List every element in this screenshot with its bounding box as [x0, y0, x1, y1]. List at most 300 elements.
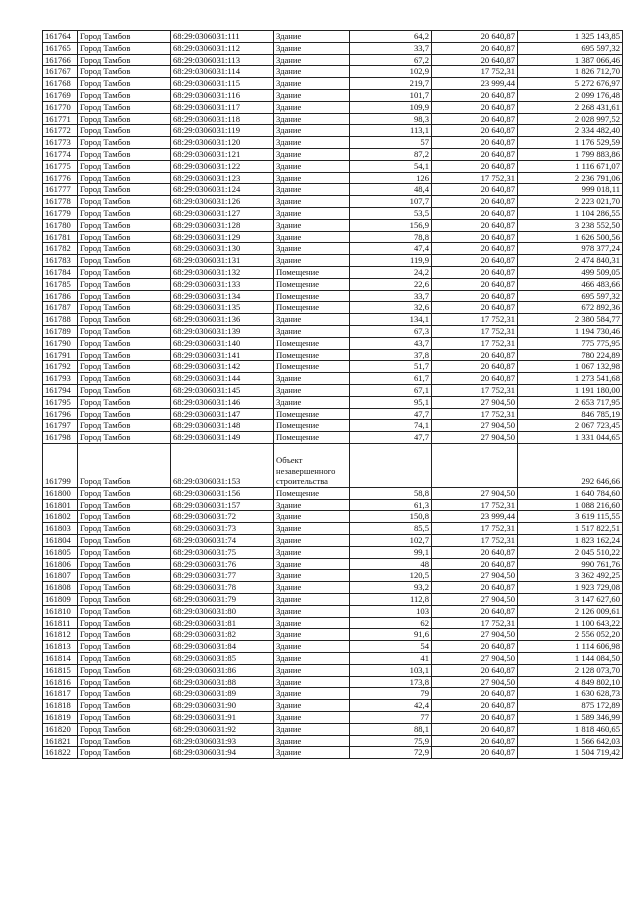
specific-value-cell: 20 640,87	[432, 712, 518, 724]
area-cell: 101,7	[350, 89, 432, 101]
city-cell: Город Тамбов	[78, 676, 171, 688]
cadastral-number-cell: 68:29:0306031:133	[171, 278, 274, 290]
city-cell: Город Тамбов	[78, 735, 171, 747]
specific-value-cell: 17 752,31	[432, 66, 518, 78]
table-row	[43, 302, 623, 314]
cadastral-number-cell: 68:29:0306031:149	[171, 432, 274, 444]
cadastral-value-cell: 1 640 784,60	[518, 487, 623, 499]
cadastral-value-cell: 2 223 021,70	[518, 196, 623, 208]
city-cell: Город Тамбов	[78, 207, 171, 219]
specific-value-cell: 27 904,50	[432, 653, 518, 665]
area-cell: 54,1	[350, 160, 432, 172]
cadastral-value-cell: 1 630 628,73	[518, 688, 623, 700]
row-number-cell: 161764	[43, 31, 78, 43]
cadastral-value-cell: 1 626 500,56	[518, 231, 623, 243]
object-type-cell: Помещение	[274, 302, 350, 314]
object-type-cell: Здание	[274, 735, 350, 747]
object-type-cell: Здание	[274, 243, 350, 255]
area-cell	[350, 443, 432, 487]
row-number-cell: 161811	[43, 617, 78, 629]
table-row	[43, 196, 623, 208]
object-type-cell: Здание	[274, 723, 350, 735]
row-number-cell: 161784	[43, 266, 78, 278]
city-cell: Город Тамбов	[78, 349, 171, 361]
table-row	[43, 396, 623, 408]
cadastral-number-cell: 68:29:0306031:82	[171, 629, 274, 641]
row-number-cell: 161810	[43, 605, 78, 617]
cadastral-number-cell: 68:29:0306031:81	[171, 617, 274, 629]
cadastral-number-cell: 68:29:0306031:113	[171, 54, 274, 66]
cadastral-number-cell: 68:29:0306031:131	[171, 255, 274, 267]
cadastral-number-cell: 68:29:0306031:117	[171, 101, 274, 113]
table-row	[43, 653, 623, 665]
specific-value-cell: 20 640,87	[432, 302, 518, 314]
table-body	[43, 31, 623, 759]
specific-value-cell: 27 904,50	[432, 570, 518, 582]
specific-value-cell: 27 904,50	[432, 594, 518, 606]
table-row	[43, 546, 623, 558]
table-row	[43, 420, 623, 432]
city-cell: Город Тамбов	[78, 712, 171, 724]
specific-value-cell: 23 999,44	[432, 78, 518, 90]
specific-value-cell: 20 640,87	[432, 113, 518, 125]
specific-value-cell: 20 640,87	[432, 361, 518, 373]
table-row	[43, 172, 623, 184]
object-type-cell: Здание	[274, 255, 350, 267]
specific-value-cell: 20 640,87	[432, 266, 518, 278]
cadastral-value-cell: 1 387 066,46	[518, 54, 623, 66]
city-cell: Город Тамбов	[78, 558, 171, 570]
object-type-cell: Здание	[274, 511, 350, 523]
area-cell: 173,8	[350, 676, 432, 688]
area-cell: 51,7	[350, 361, 432, 373]
specific-value-cell: 20 640,87	[432, 137, 518, 149]
specific-value-cell: 20 640,87	[432, 278, 518, 290]
cadastral-number-cell: 68:29:0306031:119	[171, 125, 274, 137]
cadastral-number-cell: 68:29:0306031:92	[171, 723, 274, 735]
object-type-cell: Здание	[274, 700, 350, 712]
specific-value-cell: 20 640,87	[432, 42, 518, 54]
city-cell: Город Тамбов	[78, 523, 171, 535]
table-row	[43, 278, 623, 290]
specific-value-cell: 20 640,87	[432, 207, 518, 219]
area-cell: 48	[350, 558, 432, 570]
table-row	[43, 113, 623, 125]
object-type-cell: Здание	[274, 196, 350, 208]
area-cell: 107,7	[350, 196, 432, 208]
city-cell: Город Тамбов	[78, 688, 171, 700]
table-row	[43, 443, 623, 487]
object-type-cell: Здание	[274, 148, 350, 160]
row-number-cell: 161796	[43, 408, 78, 420]
area-cell: 75,9	[350, 735, 432, 747]
object-type-cell: Здание	[274, 747, 350, 759]
city-cell: Город Тамбов	[78, 172, 171, 184]
row-number-cell: 161780	[43, 219, 78, 231]
row-number-cell: 161781	[43, 231, 78, 243]
specific-value-cell	[432, 443, 518, 487]
object-type-cell: Здание	[274, 172, 350, 184]
area-cell: 134,1	[350, 314, 432, 326]
cadastral-number-cell: 68:29:0306031:147	[171, 408, 274, 420]
table-row	[43, 712, 623, 724]
cadastral-value-cell: 1 194 730,46	[518, 325, 623, 337]
area-cell: 72,9	[350, 747, 432, 759]
city-cell: Город Тамбов	[78, 605, 171, 617]
cadastral-value-cell: 846 785,19	[518, 408, 623, 420]
table-row	[43, 42, 623, 54]
row-number-cell: 161778	[43, 196, 78, 208]
object-type-cell: Здание	[274, 207, 350, 219]
object-type-cell: Здание	[274, 231, 350, 243]
city-cell: Город Тамбов	[78, 66, 171, 78]
cadastral-number-cell: 68:29:0306031:134	[171, 290, 274, 302]
cadastral-number-cell: 68:29:0306031:93	[171, 735, 274, 747]
area-cell: 74,1	[350, 420, 432, 432]
table-row	[43, 207, 623, 219]
specific-value-cell: 20 640,87	[432, 349, 518, 361]
table-row	[43, 373, 623, 385]
object-type-cell: Здание	[274, 54, 350, 66]
cadastral-value-cell: 2 028 997,52	[518, 113, 623, 125]
area-cell: 150,8	[350, 511, 432, 523]
cadastral-number-cell: 68:29:0306031:79	[171, 594, 274, 606]
area-cell: 37,8	[350, 349, 432, 361]
row-number-cell: 161807	[43, 570, 78, 582]
specific-value-cell: 17 752,31	[432, 499, 518, 511]
cadastral-value-cell: 1 589 346,99	[518, 712, 623, 724]
object-type-cell: Здание	[274, 137, 350, 149]
cadastral-number-cell: 68:29:0306031:115	[171, 78, 274, 90]
city-cell: Город Тамбов	[78, 723, 171, 735]
row-number-cell: 161782	[43, 243, 78, 255]
cadastral-number-cell: 68:29:0306031:78	[171, 582, 274, 594]
table-row	[43, 558, 623, 570]
object-type-cell: Здание	[274, 113, 350, 125]
cadastral-value-cell: 1 176 529,59	[518, 137, 623, 149]
row-number-cell: 161767	[43, 66, 78, 78]
cadastral-number-cell: 68:29:0306031:76	[171, 558, 274, 570]
row-number-cell: 161815	[43, 664, 78, 676]
row-number-cell: 161821	[43, 735, 78, 747]
cadastral-number-cell: 68:29:0306031:75	[171, 546, 274, 558]
cadastral-value-cell: 2 099 176,48	[518, 89, 623, 101]
object-type-cell: Здание	[274, 384, 350, 396]
city-cell: Город Тамбов	[78, 125, 171, 137]
row-number-cell: 161797	[43, 420, 78, 432]
city-cell: Город Тамбов	[78, 113, 171, 125]
table-row	[43, 582, 623, 594]
city-cell: Город Тамбов	[78, 641, 171, 653]
area-cell: 85,5	[350, 523, 432, 535]
city-cell: Город Тамбов	[78, 255, 171, 267]
row-number-cell: 161766	[43, 54, 78, 66]
cadastral-number-cell: 68:29:0306031:156	[171, 487, 274, 499]
table-row	[43, 535, 623, 547]
cadastral-number-cell: 68:29:0306031:139	[171, 325, 274, 337]
cadastral-value-cell: 1 325 143,85	[518, 31, 623, 43]
table-row	[43, 570, 623, 582]
object-type-cell: Здание	[274, 688, 350, 700]
cadastral-number-cell: 68:29:0306031:141	[171, 349, 274, 361]
row-number-cell: 161804	[43, 535, 78, 547]
specific-value-cell: 17 752,31	[432, 325, 518, 337]
table-row	[43, 361, 623, 373]
cadastral-number-cell: 68:29:0306031:146	[171, 396, 274, 408]
row-number-cell: 161790	[43, 337, 78, 349]
cadastral-value-cell: 2 556 052,20	[518, 629, 623, 641]
specific-value-cell: 20 640,87	[432, 558, 518, 570]
specific-value-cell: 23 999,44	[432, 511, 518, 523]
city-cell: Город Тамбов	[78, 54, 171, 66]
city-cell: Город Тамбов	[78, 443, 171, 487]
table-row	[43, 641, 623, 653]
specific-value-cell: 20 640,87	[432, 196, 518, 208]
row-number-cell: 161785	[43, 278, 78, 290]
row-number-cell: 161776	[43, 172, 78, 184]
object-type-cell: Здание	[274, 676, 350, 688]
table-row	[43, 31, 623, 43]
row-number-cell: 161798	[43, 432, 78, 444]
city-cell: Город Тамбов	[78, 325, 171, 337]
cadastral-value-table	[42, 30, 623, 759]
object-type-cell: Здание	[274, 31, 350, 43]
cadastral-number-cell: 68:29:0306031:126	[171, 196, 274, 208]
row-number-cell: 161817	[43, 688, 78, 700]
area-cell: 102,9	[350, 66, 432, 78]
object-type-cell: Помещение	[274, 420, 350, 432]
cadastral-number-cell: 68:29:0306031:86	[171, 664, 274, 676]
table-row	[43, 89, 623, 101]
cadastral-number-cell: 68:29:0306031:144	[171, 373, 274, 385]
specific-value-cell: 17 752,31	[432, 617, 518, 629]
row-number-cell: 161773	[43, 137, 78, 149]
area-cell: 22,6	[350, 278, 432, 290]
row-number-cell: 161809	[43, 594, 78, 606]
object-type-cell: Помещение	[274, 349, 350, 361]
cadastral-number-cell: 68:29:0306031:136	[171, 314, 274, 326]
object-type-cell: Здание	[274, 535, 350, 547]
city-cell: Город Тамбов	[78, 337, 171, 349]
table-row	[43, 432, 623, 444]
specific-value-cell: 20 640,87	[432, 747, 518, 759]
cadastral-number-cell: 68:29:0306031:132	[171, 266, 274, 278]
row-number-cell: 161788	[43, 314, 78, 326]
city-cell: Город Тамбов	[78, 653, 171, 665]
cadastral-value-cell: 2 128 073,70	[518, 664, 623, 676]
object-type-cell: Здание	[274, 78, 350, 90]
row-number-cell: 161819	[43, 712, 78, 724]
row-number-cell: 161814	[43, 653, 78, 665]
cadastral-value-cell: 1 191 180,00	[518, 384, 623, 396]
area-cell: 47,7	[350, 408, 432, 420]
cadastral-value-cell: 1 100 643,22	[518, 617, 623, 629]
specific-value-cell: 17 752,31	[432, 337, 518, 349]
city-cell: Город Тамбов	[78, 664, 171, 676]
cadastral-value-cell: 875 172,89	[518, 700, 623, 712]
cadastral-number-cell: 68:29:0306031:135	[171, 302, 274, 314]
cadastral-number-cell: 68:29:0306031:153	[171, 443, 274, 487]
row-number-cell: 161802	[43, 511, 78, 523]
cadastral-value-cell: 1 517 822,51	[518, 523, 623, 535]
object-type-cell: Здание	[274, 641, 350, 653]
area-cell: 61,3	[350, 499, 432, 511]
specific-value-cell: 20 640,87	[432, 582, 518, 594]
table-row	[43, 184, 623, 196]
cadastral-value-cell: 1 923 729,08	[518, 582, 623, 594]
cadastral-number-cell: 68:29:0306031:127	[171, 207, 274, 219]
row-number-cell: 161800	[43, 487, 78, 499]
cadastral-number-cell: 68:29:0306031:129	[171, 231, 274, 243]
object-type-cell: Здание	[274, 42, 350, 54]
city-cell: Город Тамбов	[78, 747, 171, 759]
object-type-cell: Помещение	[274, 278, 350, 290]
table-row	[43, 594, 623, 606]
object-type-cell: Помещение	[274, 487, 350, 499]
cadastral-value-cell: 2 334 482,40	[518, 125, 623, 137]
area-cell: 109,9	[350, 101, 432, 113]
row-number-cell: 161816	[43, 676, 78, 688]
cadastral-value-cell: 2 474 840,31	[518, 255, 623, 267]
cadastral-number-cell: 68:29:0306031:120	[171, 137, 274, 149]
area-cell: 156,9	[350, 219, 432, 231]
cadastral-number-cell: 68:29:0306031:77	[171, 570, 274, 582]
specific-value-cell: 20 640,87	[432, 255, 518, 267]
object-type-cell: Здание	[274, 582, 350, 594]
cadastral-value-cell: 1 104 286,55	[518, 207, 623, 219]
cadastral-number-cell: 68:29:0306031:80	[171, 605, 274, 617]
specific-value-cell: 17 752,31	[432, 535, 518, 547]
row-number-cell: 161779	[43, 207, 78, 219]
specific-value-cell: 17 752,31	[432, 523, 518, 535]
city-cell: Город Тамбов	[78, 499, 171, 511]
cadastral-number-cell: 68:29:0306031:128	[171, 219, 274, 231]
table-row	[43, 137, 623, 149]
city-cell: Город Тамбов	[78, 196, 171, 208]
cadastral-value-cell: 1 067 132,98	[518, 361, 623, 373]
table-row	[43, 688, 623, 700]
area-cell: 67,3	[350, 325, 432, 337]
cadastral-value-cell: 292 646,66	[518, 443, 623, 487]
cadastral-value-cell: 3 362 492,25	[518, 570, 623, 582]
area-cell: 67,1	[350, 384, 432, 396]
area-cell: 53,5	[350, 207, 432, 219]
cadastral-number-cell: 68:29:0306031:72	[171, 511, 274, 523]
object-type-cell: Здание	[274, 325, 350, 337]
specific-value-cell: 20 640,87	[432, 723, 518, 735]
cadastral-value-cell: 3 147 627,60	[518, 594, 623, 606]
city-cell: Город Тамбов	[78, 384, 171, 396]
cadastral-number-cell: 68:29:0306031:73	[171, 523, 274, 535]
cadastral-value-cell: 3 619 115,55	[518, 511, 623, 523]
object-type-cell: Здание	[274, 373, 350, 385]
city-cell: Город Тамбов	[78, 231, 171, 243]
area-cell: 54	[350, 641, 432, 653]
cadastral-number-cell: 68:29:0306031:89	[171, 688, 274, 700]
object-type-cell: Помещение	[274, 290, 350, 302]
specific-value-cell: 20 640,87	[432, 605, 518, 617]
city-cell: Город Тамбов	[78, 243, 171, 255]
specific-value-cell: 20 640,87	[432, 546, 518, 558]
cadastral-value-cell: 775 775,95	[518, 337, 623, 349]
area-cell: 64,2	[350, 31, 432, 43]
specific-value-cell: 20 640,87	[432, 148, 518, 160]
cadastral-value-cell: 1 114 606,98	[518, 641, 623, 653]
area-cell: 219,7	[350, 78, 432, 90]
object-type-cell: Здание	[274, 184, 350, 196]
specific-value-cell: 20 640,87	[432, 231, 518, 243]
cadastral-number-cell: 68:29:0306031:142	[171, 361, 274, 373]
cadastral-number-cell: 68:29:0306031:122	[171, 160, 274, 172]
area-cell: 99,1	[350, 546, 432, 558]
row-number-cell: 161769	[43, 89, 78, 101]
table-row	[43, 384, 623, 396]
area-cell: 32,6	[350, 302, 432, 314]
cadastral-number-cell: 68:29:0306031:130	[171, 243, 274, 255]
row-number-cell: 161794	[43, 384, 78, 396]
specific-value-cell: 20 640,87	[432, 54, 518, 66]
city-cell: Город Тамбов	[78, 373, 171, 385]
area-cell: 93,2	[350, 582, 432, 594]
cadastral-number-cell: 68:29:0306031:74	[171, 535, 274, 547]
table-row	[43, 101, 623, 113]
table-row	[43, 266, 623, 278]
table-row	[43, 499, 623, 511]
row-number-cell: 161765	[43, 42, 78, 54]
city-cell: Город Тамбов	[78, 535, 171, 547]
cadastral-number-cell: 68:29:0306031:145	[171, 384, 274, 396]
area-cell: 95,1	[350, 396, 432, 408]
object-type-cell: Объект незавершенного строительства	[274, 443, 350, 487]
cadastral-number-cell: 68:29:0306031:90	[171, 700, 274, 712]
object-type-cell: Здание	[274, 653, 350, 665]
area-cell: 77	[350, 712, 432, 724]
cadastral-number-cell: 68:29:0306031:148	[171, 420, 274, 432]
area-cell: 47,4	[350, 243, 432, 255]
specific-value-cell: 20 640,87	[432, 160, 518, 172]
row-number-cell: 161808	[43, 582, 78, 594]
specific-value-cell: 20 640,87	[432, 101, 518, 113]
area-cell: 87,2	[350, 148, 432, 160]
city-cell: Город Тамбов	[78, 302, 171, 314]
area-cell: 78,8	[350, 231, 432, 243]
cadastral-number-cell: 68:29:0306031:123	[171, 172, 274, 184]
cadastral-value-cell: 3 238 552,50	[518, 219, 623, 231]
cadastral-value-cell: 695 597,32	[518, 290, 623, 302]
city-cell: Город Тамбов	[78, 219, 171, 231]
cadastral-value-cell: 2 126 009,61	[518, 605, 623, 617]
cadastral-value-cell: 1 116 671,07	[518, 160, 623, 172]
city-cell: Город Тамбов	[78, 137, 171, 149]
cadastral-value-cell: 1 331 044,65	[518, 432, 623, 444]
object-type-cell: Здание	[274, 396, 350, 408]
cadastral-number-cell: 68:29:0306031:91	[171, 712, 274, 724]
cadastral-value-cell: 2 268 431,61	[518, 101, 623, 113]
row-number-cell: 161822	[43, 747, 78, 759]
specific-value-cell: 20 640,87	[432, 31, 518, 43]
specific-value-cell: 27 904,50	[432, 676, 518, 688]
cadastral-value-cell: 1 826 712,70	[518, 66, 623, 78]
area-cell: 112,8	[350, 594, 432, 606]
row-number-cell: 161787	[43, 302, 78, 314]
area-cell: 79	[350, 688, 432, 700]
city-cell: Город Тамбов	[78, 511, 171, 523]
cadastral-value-cell: 1 088 216,60	[518, 499, 623, 511]
row-number-cell: 161786	[43, 290, 78, 302]
specific-value-cell: 20 640,87	[432, 219, 518, 231]
table-row	[43, 290, 623, 302]
object-type-cell: Здание	[274, 219, 350, 231]
